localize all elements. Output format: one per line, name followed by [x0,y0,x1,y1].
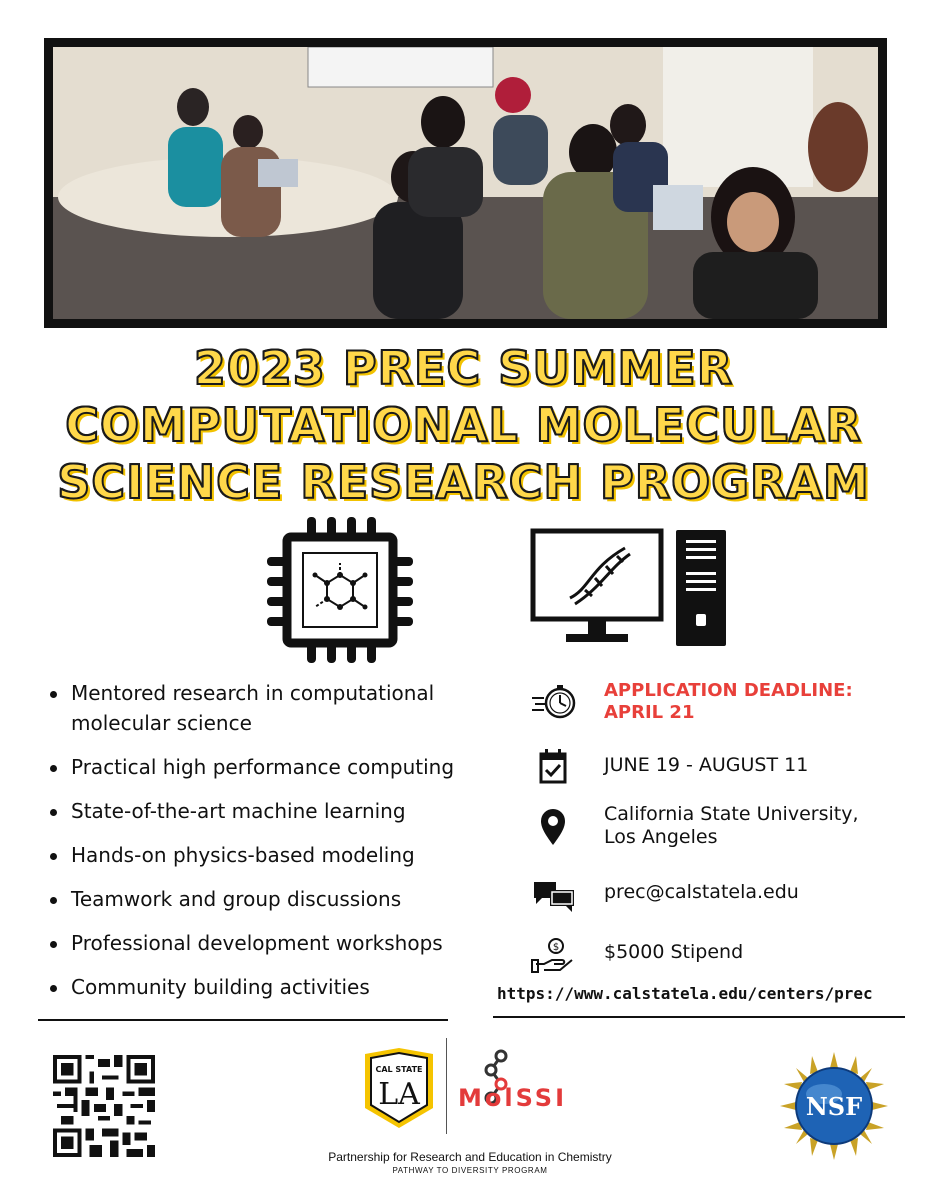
nsf-text: NSF [805,1092,863,1121]
students-photo [44,38,887,328]
timer-icon [530,682,576,722]
deadline-text: APPLICATION DEADLINE: APRIL 21 [604,680,853,723]
right-rule [493,1016,905,1018]
list-item: Practical high performance computing [48,752,488,782]
partnership-caption [300,1151,640,1177]
list-item: Professional development workshops [48,928,488,958]
chip-molecule-icon [265,515,415,665]
calendar-check-icon [530,748,576,788]
left-rule [38,1019,448,1021]
location-text: California State University, Los Angeles [604,803,859,848]
money-hand-icon [530,936,576,976]
list-item: Teamwork and group discussions [48,884,488,914]
title-line-2: COMPUTATIONAL MOLECULAR [65,398,862,452]
program-dates: JUNE 19 - AUGUST 11 [604,754,809,776]
nsf-logo [780,1052,888,1160]
stipend-text: $5000 Stipend [604,941,744,963]
list-item: State-of-the-art machine learning [48,796,488,826]
computer-dna-icon [530,528,730,648]
csula-big-text: LA [378,1077,420,1112]
feature-list [48,678,488,1016]
molssi-wordmark: MolSSI [458,1084,568,1112]
location-pin-icon [530,807,576,847]
list-item: Community building activities [48,972,488,1002]
list-item: Hands-on physics-based modeling [48,840,488,870]
cal-state-la-logo [361,1046,437,1130]
molssi-logo [456,1046,586,1130]
email-link[interactable]: prec@calstatela.edu [604,881,799,903]
title-line-3: SCIENCE RESEARCH PROGRAM [57,455,870,509]
chat-bubbles-icon [530,876,576,916]
qr-code[interactable] [53,1055,155,1157]
title-line-1: 2023 PREC SUMMER [193,341,734,395]
pathway-text: PATHWAY TO DIVERSITY PROGRAM [392,1166,548,1175]
program-url[interactable]: https://www.calstatela.edu/centers/prec [497,984,873,1003]
csula-small-text: CAL STATE [375,1065,423,1074]
svg-text:$: $ [552,942,560,953]
partnership-text: Partnership for Research and Education in Chemistry [328,1150,612,1164]
list-item: Mentored research in computational molecular science [48,678,488,738]
program-title [0,340,927,511]
logo-divider [446,1038,447,1134]
